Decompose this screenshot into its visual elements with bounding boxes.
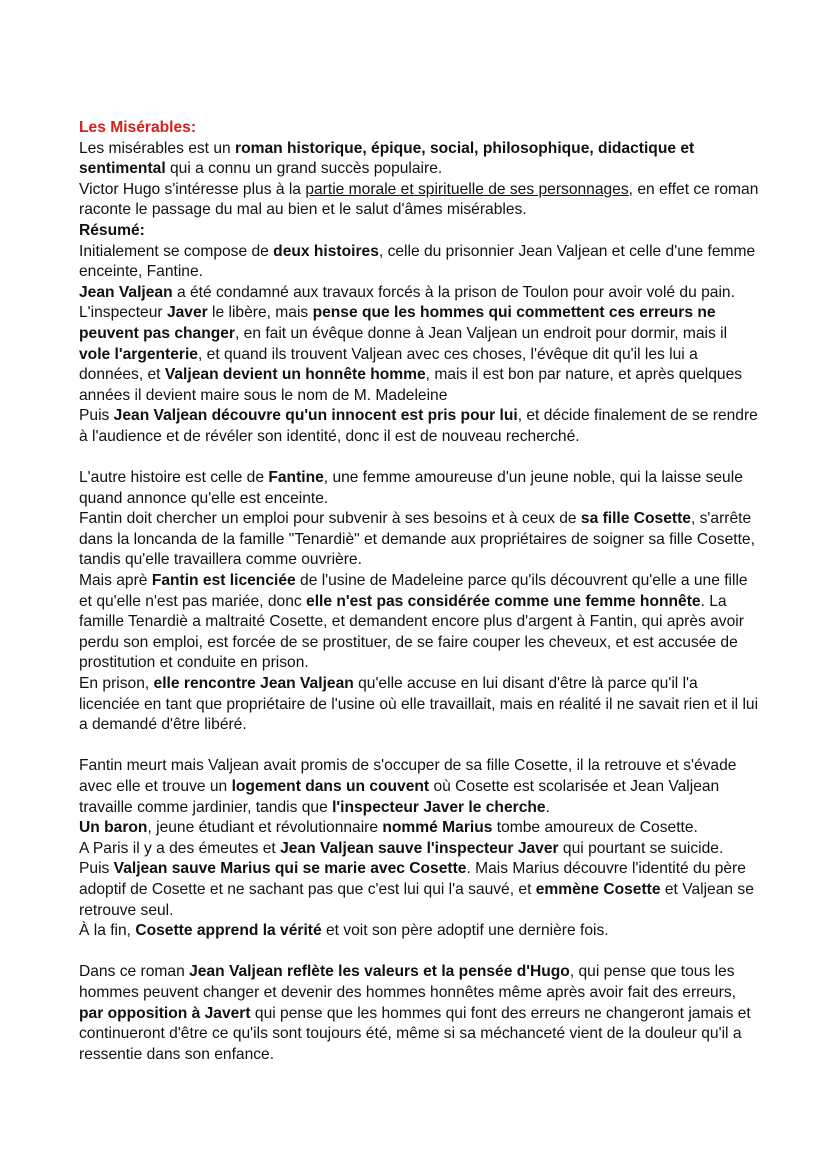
text-span: L'autre histoire est celle de: [79, 469, 269, 487]
bold-span: l'inspecteur Javer le cherche: [332, 798, 546, 816]
bold-span: roman historique, épique, social, philosophique, didactique et sentimental: [79, 139, 695, 178]
bold-span: nommé Marius: [382, 819, 493, 837]
text-span: Mais aprè: [79, 572, 152, 590]
bold-span: Javer: [166, 304, 208, 322]
text-span: de l'usine de Madeleine parce qu'ils découvrent qu'elle a une fille et qu'elle n'est pas mariée, donc: [79, 572, 748, 610]
text-span: En prison,: [79, 675, 154, 693]
text-span: Initialement se compose de: [79, 242, 274, 260]
text-span: Puis: [79, 407, 114, 425]
bold-span: emmène Cosette: [535, 880, 661, 898]
text-span: Dans ce roman: [79, 963, 190, 981]
text-span: , et quand ils trouvent Valjean avec ces choses, l'évêque dit qu'il les lui a données, et: [79, 345, 698, 384]
paris-paragraph: [79, 839, 759, 860]
document-title: Les Misérables:: [79, 119, 197, 136]
paragraph-gap: [79, 942, 759, 963]
text-span: où Cosette est scolarisée et Jean Valjean travaille comme jardinier, tandis que: [79, 778, 720, 816]
bold-span: Valjean sauve Marius qui se marie avec Cosette: [113, 860, 467, 878]
prison-paragraph: [79, 674, 759, 736]
marius-paragraph: [79, 859, 759, 921]
bold-span: Valjean devient un honnête homme: [164, 366, 426, 384]
intro-paragraph: [79, 139, 759, 180]
resume-heading: Résumé:: [79, 221, 145, 239]
text-span: , jeune étudiant et révolutionnaire: [147, 819, 383, 837]
text-span: qu'elle accuse en lui disant d'être là parce qu'il l'a licenciée en tant que propriétaire de l'usine où elle travaillait, mais en réalité il ne savait rien et il lui a demandé d'être libéré.: [79, 675, 759, 734]
bold-span: Fantine: [268, 469, 324, 487]
text-span: Victor Hugo s'intéresse plus à la: [79, 180, 306, 198]
bold-span: logement dans un couvent: [231, 778, 430, 795]
puis-paragraph: [79, 406, 759, 447]
text-span: . Mais Marius découvre l'identité du père adoptif de Cosette et ne sachant pas que c'est lui qui l'a sauvé, et: [79, 860, 746, 898]
text-span: et Valjean se retrouve seul.: [79, 880, 754, 919]
text-span: tombe amoureux de Cosette.: [492, 819, 698, 837]
text-span: À la fin,: [79, 922, 136, 940]
bold-span: sa fille Cosette: [580, 510, 691, 528]
bold-span: Jean Valjean: [79, 283, 173, 301]
cosette-paragraph: [79, 509, 759, 571]
text-span: , et décide finalement de se rendre à l'audience et de révéler son identité, donc il est de nouveau recherché.: [79, 407, 758, 445]
initial-paragraph: [79, 242, 759, 283]
text-span: qui pense que les hommes qui font des erreurs ne changeront jamais et continueront d'être ce qu'ils sont toujours été, même si sa méchanceté vient de la douleur qu'il a ressentie dans son enfance.: [79, 1004, 751, 1063]
text-span: A Paris il y a des émeutes et: [79, 839, 281, 857]
text-span: Fantin meurt mais Valjean avait promis de s'occuper de sa fille Cosette, il la retrouve et s'évade avec elle et trouve un: [79, 757, 737, 795]
bold-span: deux histoires: [273, 242, 379, 260]
text-span: , mais il est bon par nature, et après quelques années il devient maire sous le nom de M. Madeleine: [79, 366, 743, 404]
text-span: Puis: [79, 860, 114, 878]
paragraph-gap: [79, 736, 759, 757]
text-span: a été condamné aux travaux forcés à la prison de Toulon pour avoir volé du pain. L'inspecteur: [79, 283, 735, 322]
text-span: , une femme amoureuse d'un jeune noble, qui la laisse seule quand annonce qu'elle est enceinte.: [79, 469, 743, 507]
bold-span: par opposition à Javert: [79, 1004, 251, 1022]
bold-span: Fantin est licenciée: [151, 572, 296, 590]
text-span: qui a connu un grand succès populaire.: [165, 160, 443, 178]
document-page: [79, 118, 759, 1065]
morale-paragraph: [79, 180, 759, 221]
underlined-span: partie morale et spirituelle de ses personnages: [305, 180, 629, 198]
bold-span: Jean Valjean découvre qu'un innocent est pris pour lui: [113, 407, 518, 425]
text-span: .: [545, 798, 550, 816]
text-span: et voit son père adoptif une dernière fois.: [321, 922, 609, 940]
bold-span: Cosette apprend la vérité: [135, 922, 322, 940]
paragraph-gap: [79, 448, 759, 469]
valjean-paragraph: [79, 283, 759, 407]
bold-span: Un baron: [79, 819, 148, 837]
bold-span: vole l'argenterie: [79, 345, 198, 363]
conclusion-paragraph: [79, 962, 759, 1065]
text-span: , celle du prisonnier Jean Valjean et celle d'une femme enceinte, Fantine.: [79, 242, 756, 281]
bold-span: Jean Valjean reflète les valeurs et la pensée d'Hugo: [189, 963, 570, 981]
fin-paragraph: [79, 921, 759, 942]
bold-span: elle rencontre Jean Valjean: [153, 675, 354, 693]
bold-span: pense que les hommes qui commettent ces erreurs ne peuvent pas changer: [79, 304, 716, 342]
bold-span: elle n'est pas considérée comme une femme honnête: [306, 592, 701, 610]
meurt-paragraph: [79, 756, 759, 818]
text-span: , qui pense que tous les hommes peuvent changer et devenir des hommes honnêtes même après avoir fait des erreurs,: [79, 963, 737, 1001]
text-span: Les misérables est un: [79, 139, 236, 157]
bold-span: Jean Valjean sauve l'inspecteur Javer: [280, 839, 559, 857]
text-span: Fantin doit chercher un emploi pour subvenir à ses besoins et à ceux de: [79, 510, 581, 528]
text-span: . La famille Tenardiè a maltraité Cosette, et demandent encore plus d'argent à Fantin, qui après avoir perdu son emploi, est forcée de se prostituer, de se faire couper les cheveux, et est accusée de prostitution et conduite en prison.: [79, 592, 744, 672]
baron-paragraph: [79, 818, 759, 839]
text-span: le libère, mais: [207, 304, 313, 322]
text-span: , s'arrête dans la loncanda de la famille "Tenardiè" et demande aux propriétaires de soigner sa fille Cosette, tandis qu'elle travaillera comme ouvrière.: [79, 510, 755, 569]
fantine-paragraph: [79, 468, 759, 509]
text-span: , en fait un évêque donne à Jean Valjean un endroit pour dormir, mais il: [234, 324, 728, 342]
text-span: qui pourtant se suicide.: [558, 839, 724, 857]
licenciee-paragraph: [79, 571, 759, 674]
text-span: , en effet ce roman raconte le passage du mal au bien et le salut d'âmes misérables.: [79, 180, 759, 219]
